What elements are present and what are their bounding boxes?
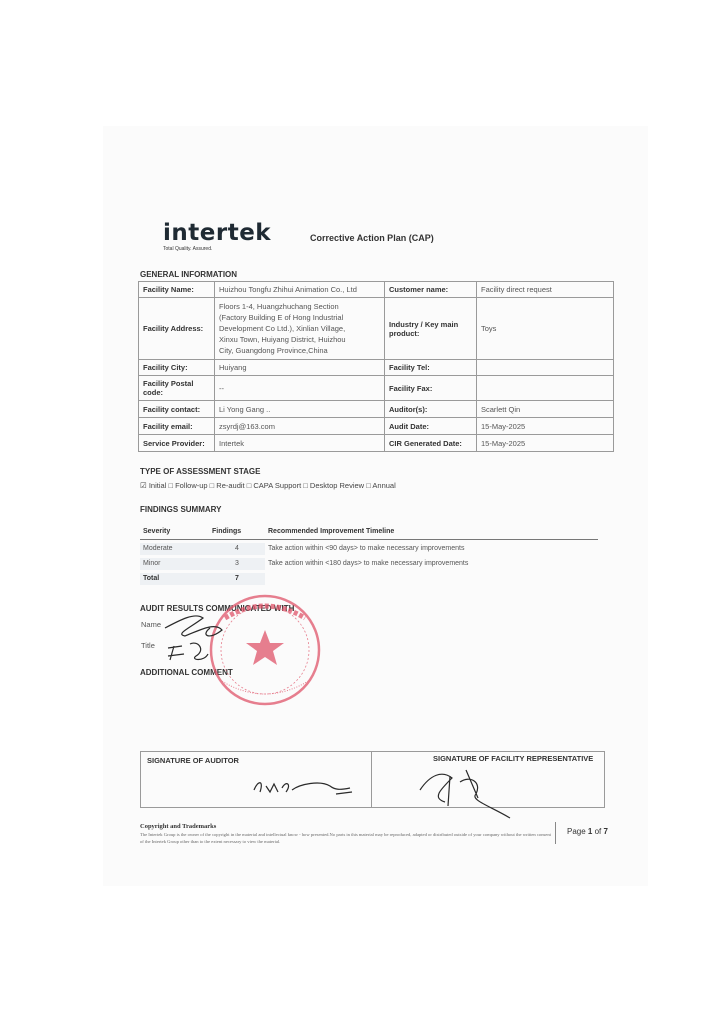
stage-option-label: CAPA Support (253, 481, 302, 490)
address-line: Floors 1-4, Huangzhuchang Section (219, 302, 339, 311)
stage-option-label: Follow-up (175, 481, 208, 490)
audit-date-label: Audit Date: (385, 418, 477, 435)
checkbox-empty-icon[interactable]: □ (209, 481, 215, 490)
facility-contact-label: Facility contact: (139, 401, 215, 418)
address-line: Xinxu Town, Huiyang District, Huizhou (219, 335, 346, 344)
customer-name-label: Customer name: (385, 282, 477, 298)
page-prefix: Page (567, 827, 588, 836)
logo-tagline: Total Quality. Assured. (163, 246, 213, 252)
page-total: 7 (603, 827, 608, 836)
logo-wordmark: intertek (163, 220, 272, 246)
industry-value: Toys (477, 298, 614, 360)
customer-name-value: Facility direct request (477, 282, 614, 298)
checkbox-empty-icon[interactable]: □ (246, 481, 252, 490)
document-title: Corrective Action Plan (CAP) (310, 233, 434, 243)
timeline-column-header: Recommended Improvement Timeline (268, 528, 395, 535)
auditor-signature (254, 783, 352, 794)
industry-label: Industry / Key main product: (385, 298, 477, 360)
stage-option-label: Initial (148, 481, 167, 490)
postal-code-value: -- (215, 376, 385, 401)
auditors-label: Auditor(s): (385, 401, 477, 418)
findings-cell: 3 (235, 560, 239, 567)
cir-date-value: 15-May-2025 (477, 435, 614, 452)
company-seal-stamp (211, 596, 319, 704)
audit-date-value: 15-May-2025 (477, 418, 614, 435)
checkbox-empty-icon[interactable]: □ (168, 481, 173, 490)
findings-column-header: Findings (212, 528, 242, 535)
address-line: Development Co Ltd.), Xinlian Village, (219, 324, 346, 333)
service-provider-label: Service Provider: (139, 435, 215, 452)
facility-name-label: Facility Name: (139, 282, 215, 298)
name-label: Name (141, 620, 162, 629)
facility-fax-label: Facility Fax: (385, 376, 477, 401)
auditors-value: Scarlett Qin (477, 401, 614, 418)
facility-city-value: Huiyang (215, 360, 385, 376)
facility-city-label: Facility City: (139, 360, 215, 376)
severity-column-header: Severity (143, 528, 171, 535)
stage-option-label: Desktop Review (309, 481, 365, 490)
facility-tel-label: Facility Tel: (385, 360, 477, 376)
severity-cell: Minor (143, 560, 161, 567)
stage-option-label: Annual (372, 481, 396, 490)
service-provider-value: Intertek (215, 435, 385, 452)
footer-divider (555, 822, 556, 844)
checkbox-checked-icon[interactable]: ☑ (140, 481, 147, 490)
page-number (567, 827, 608, 836)
total-value: 7 (235, 575, 239, 582)
additional-comment-heading: ADDITIONAL COMMENT (140, 668, 233, 677)
total-label: Total (143, 575, 160, 582)
facility-address-label: Facility Address: (139, 298, 215, 360)
facility-signature (420, 770, 510, 818)
findings-cell: 4 (235, 545, 239, 552)
facility-signature-label: SIGNATURE OF FACILITY REPRESENTATIVE (433, 754, 594, 763)
auditor-signature-label: SIGNATURE OF AUDITOR (147, 756, 239, 765)
copyright-heading: Copyright and Trademarks (140, 823, 217, 830)
audit-results-heading: AUDIT RESULTS COMMUNICATED WITH (140, 604, 295, 613)
timeline-cell: Take action within <90 days> to make necessary improvements (268, 545, 465, 552)
address-line: City, Guangdong Province,China (219, 346, 328, 355)
page-current: 1 (587, 827, 593, 836)
page-of: of (592, 827, 604, 836)
stage-option-label: Re-audit (216, 481, 245, 490)
facility-contact-value: Li Yong Gang .. (215, 401, 385, 418)
cir-date-label: CIR Generated Date: (385, 435, 477, 452)
representative-signature-title (168, 643, 208, 660)
facility-email-value: zsyrdj@163.com (215, 418, 385, 435)
severity-cell: Moderate (143, 545, 173, 552)
assessment-stage-heading: TYPE OF ASSESSMENT STAGE (140, 467, 261, 476)
facility-email-label: Facility email: (139, 418, 215, 435)
postal-code-label: Facility Postal code: (139, 376, 215, 401)
copyright-text: The Intertek Group is the owner of the copyright in the material and intellectual know - how presented.No parts in this material may be reproduced, adapted or distributed outside of your company without the written consent of the Intertek Group other than to the extent necessary to view the material. (140, 832, 551, 844)
checkbox-empty-icon[interactable]: □ (366, 481, 371, 490)
checkbox-empty-icon[interactable]: □ (303, 481, 308, 490)
general-info-heading: GENERAL INFORMATION (140, 270, 238, 279)
facility-name-value: Huizhou Tongfu Zhihui Animation Co., Ltd (215, 282, 385, 298)
findings-summary-heading: FINDINGS SUMMARY (140, 505, 222, 514)
timeline-cell: Take action within <180 days> to make necessary improvements (268, 560, 469, 567)
title-label: Title (141, 641, 155, 650)
address-line: (Factory Building E of Hong Industrial (219, 313, 344, 322)
